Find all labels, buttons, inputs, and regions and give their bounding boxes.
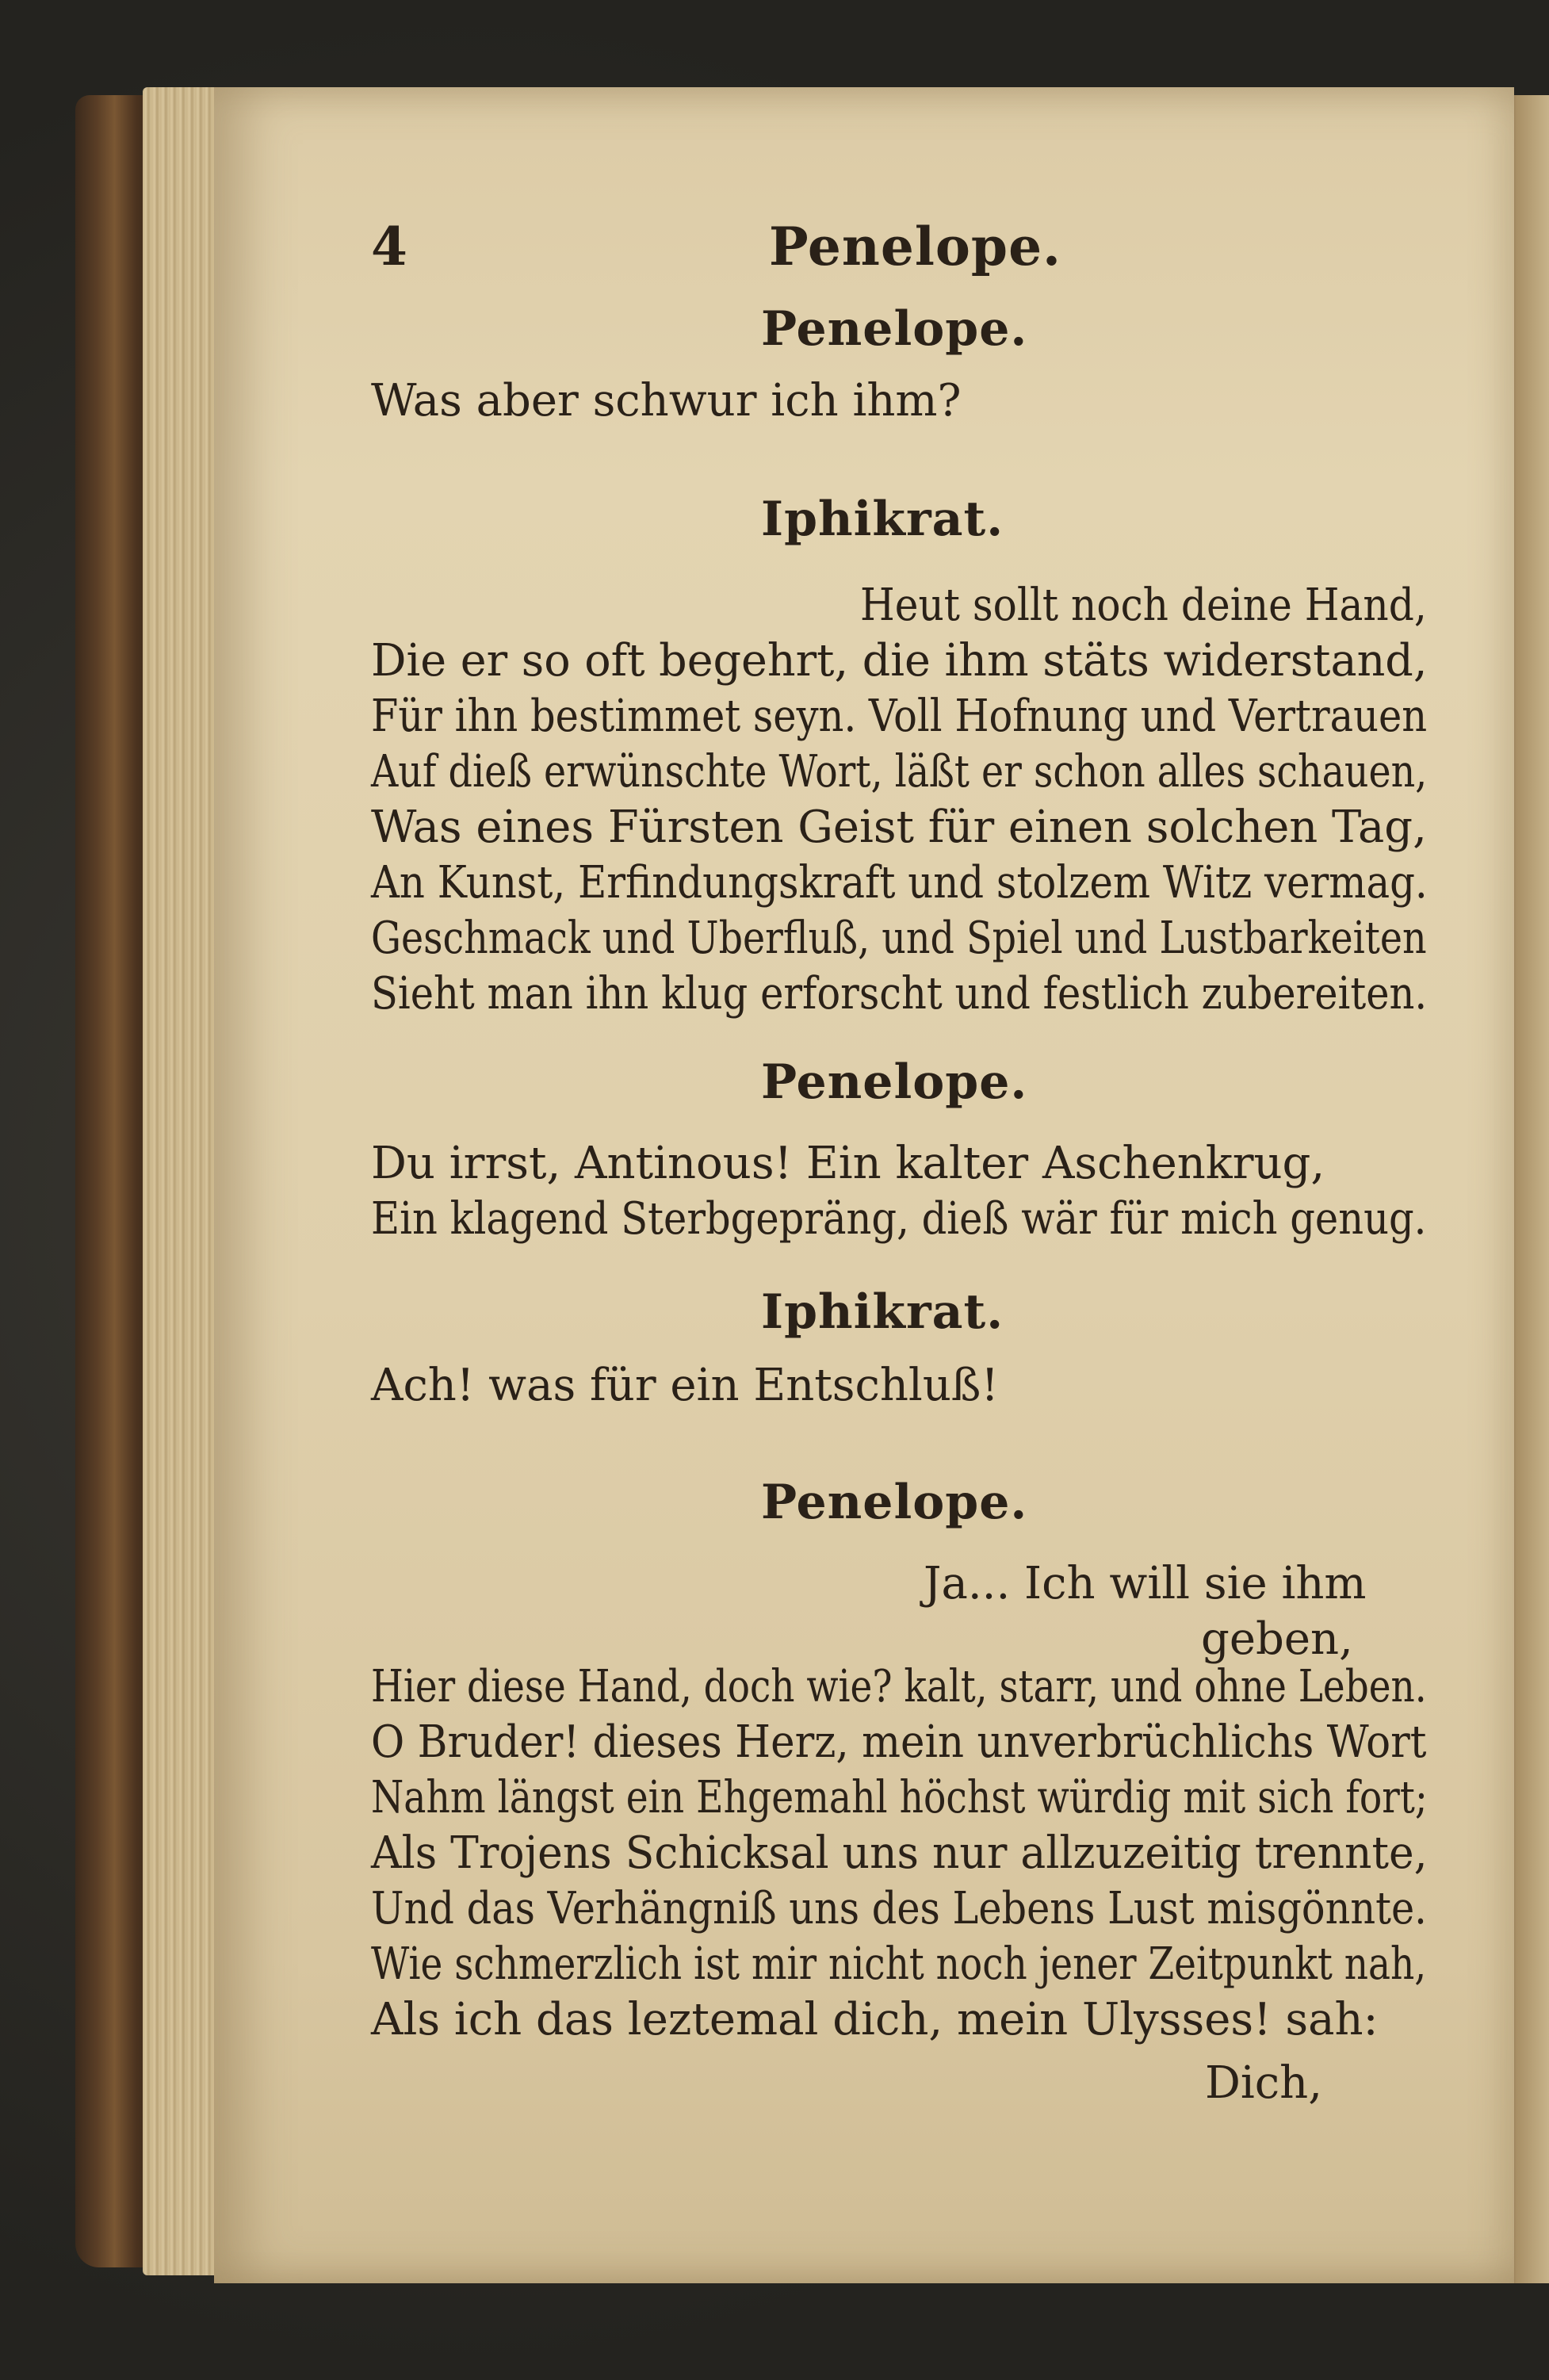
speaker-name: Penelope. (761, 301, 1028, 357)
verse-line: Ja... Ich will sie ihm (924, 1558, 1367, 1609)
verse-line: O Bruder! dieses Herz, mein unverbrüchlichs Wort (371, 1716, 1427, 1768)
running-title: Penelope. (769, 216, 1062, 277)
verse-line: Als ich das leztemal dich, mein Ulysses! sah: (371, 1994, 1379, 2045)
verse-line: An Kunst, Erfindungskraft und stolzem Witz vermag. (371, 857, 1428, 909)
verse-line: Für ihn bestimmet seyn. Voll Hofnung und Vertrauen (371, 691, 1428, 742)
catchword: Dich, (1205, 2057, 1323, 2109)
verse-line: Auf dieß erwünschte Wort, läßt er schon alles schauen, (371, 746, 1428, 798)
speaker-name: Iphikrat. (761, 492, 1004, 547)
verse-line: Als Trojens Schicksal uns nur allzuzeitig trennte, (371, 1827, 1428, 1879)
verse-line: geben, (1201, 1613, 1353, 1665)
verse-line: Geschmack und Uberfluß, und Spiel und Lustbarkeiten (371, 913, 1427, 964)
verse-line: Die er so oft begehrt, die ihm stäts widerstand, (371, 635, 1428, 687)
verse-line: Ein klagend Sterbgepräng, dieß wär für mich genug. (371, 1193, 1427, 1245)
verse-line: Du irrst, Antinous! Ein kalter Aschenkrug, (371, 1138, 1325, 1189)
verse-line: Wie schmerzlich ist mir nicht noch jener Zeitpunkt nah, (371, 1938, 1427, 1990)
speaker-name: Penelope. (761, 1475, 1028, 1530)
verse-line: Sieht man ihn klug erforscht und festlich zubereiten. (371, 968, 1428, 1020)
verse-line: Heut sollt noch deine Hand, (860, 580, 1427, 631)
verse-line: Nahm längst ein Ehgemahl höchst würdig mit sich fort; (371, 1772, 1428, 1823)
verse-line: Was aber schwur ich ihm? (371, 375, 962, 427)
speaker-name: Penelope. (761, 1054, 1028, 1110)
verse-line: Was eines Fürsten Geist für einen solchen Tag, (371, 802, 1427, 853)
verse-line: Und das Verhängniß uns des Lebens Lust misgönnte. (371, 1883, 1427, 1934)
page-number: 4 (371, 216, 407, 277)
verse-line: Hier diese Hand, doch wie? kalt, starr, und ohne Leben. (371, 1661, 1427, 1712)
verse-line: Ach! was für ein Entschluß! (371, 1360, 999, 1411)
speaker-name: Iphikrat. (761, 1284, 1004, 1340)
